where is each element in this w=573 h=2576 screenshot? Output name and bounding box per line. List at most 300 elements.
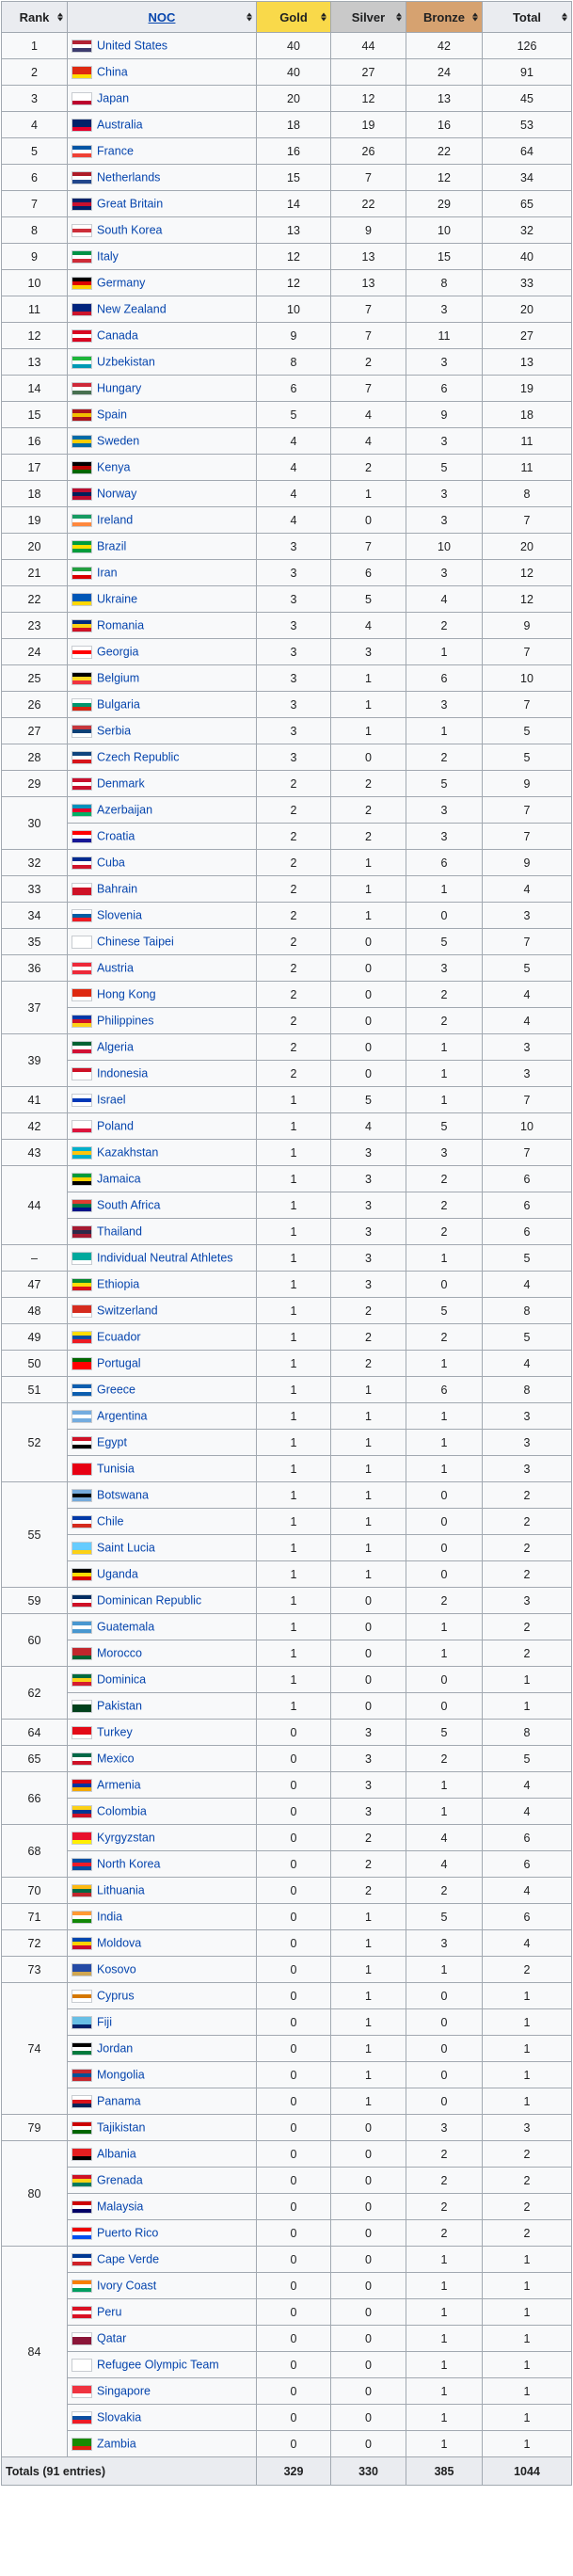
- silver-count-cell: 7: [331, 534, 406, 560]
- total-count-cell: 12: [483, 560, 572, 586]
- total-count-cell: 2: [483, 1509, 572, 1535]
- gold-count-cell: 2: [257, 1008, 331, 1034]
- country-link[interactable]: Fiji: [97, 2015, 112, 2029]
- total-count-cell: 6: [483, 1825, 572, 1851]
- country-link[interactable]: Philippines: [97, 1014, 154, 1028]
- country-link[interactable]: Bahrain: [97, 882, 138, 896]
- noc-cell: [68, 955, 257, 982]
- country-link[interactable]: Brazil: [97, 539, 127, 553]
- bronze-count-cell: 2: [406, 744, 483, 771]
- gold-column-header[interactable]: [257, 2, 331, 33]
- noc-cell: [68, 1930, 257, 1957]
- country-link[interactable]: Serbia: [97, 724, 132, 738]
- bronze-count-cell: 11: [406, 323, 483, 349]
- bronze-count-cell: 5: [406, 455, 483, 481]
- silver-count-cell: 0: [331, 1061, 406, 1087]
- bronze-count-cell: 1: [406, 1061, 483, 1087]
- gold-count-cell: 2: [257, 850, 331, 876]
- noc-cell: [68, 824, 257, 850]
- bronze-count-cell: 4: [406, 1851, 483, 1878]
- country-link[interactable]: Peru: [97, 2305, 122, 2319]
- country-link[interactable]: India: [97, 1910, 123, 1924]
- bronze-column-header[interactable]: [406, 2, 483, 33]
- sort-icon[interactable]: [562, 13, 567, 22]
- iran-flag-icon: [72, 567, 92, 580]
- country-link[interactable]: Slovakia: [97, 2410, 142, 2424]
- bronze-count-cell: 1: [406, 2273, 483, 2299]
- country-link[interactable]: Uganda: [97, 1567, 138, 1581]
- total-count-cell: 8: [483, 1377, 572, 1403]
- table-row: [2, 903, 572, 929]
- sort-icon[interactable]: [472, 13, 478, 22]
- total-count-cell: 5: [483, 1746, 572, 1772]
- silver-count-cell: 3: [331, 1799, 406, 1825]
- bronze-count-cell: 2: [406, 2220, 483, 2247]
- gold-count-cell: 0: [257, 1930, 331, 1957]
- bronze-count-cell: 6: [406, 376, 483, 402]
- country-link[interactable]: Dominican Republic: [97, 1593, 202, 1608]
- country-link[interactable]: Kyrgyzstan: [97, 1831, 155, 1845]
- rank-cell: 13: [2, 349, 68, 376]
- gold-count-cell: 0: [257, 2220, 331, 2247]
- gold-count-cell: 3: [257, 560, 331, 586]
- noc-cell: [68, 376, 257, 402]
- country-link[interactable]: Belgium: [97, 671, 140, 685]
- total-count-cell: 18: [483, 402, 572, 428]
- total-count-cell: 5: [483, 1245, 572, 1272]
- rank-cell: 5: [2, 138, 68, 165]
- total-count-cell: 1: [483, 2431, 572, 2457]
- gold-count-cell: 3: [257, 692, 331, 718]
- country-link[interactable]: Austria: [97, 961, 134, 975]
- silver-count-cell: 0: [331, 2299, 406, 2326]
- country-link[interactable]: Canada: [97, 328, 138, 343]
- country-link[interactable]: Romania: [97, 618, 145, 632]
- silver-count-cell: 2: [331, 1878, 406, 1904]
- country-link[interactable]: Zambia: [97, 2437, 136, 2451]
- dominican-republic-flag-icon: [72, 1594, 92, 1608]
- ain-flag-icon: [72, 1252, 92, 1265]
- ethiopia-flag-icon: [72, 1278, 92, 1291]
- country-link[interactable]: Argentina: [97, 1409, 148, 1423]
- silver-count-cell: 0: [331, 507, 406, 534]
- rank-cell: 73: [2, 1957, 68, 1983]
- silver-header-label: Silver: [351, 9, 386, 24]
- gold-count-cell: 3: [257, 665, 331, 692]
- bronze-count-cell: 0: [406, 1272, 483, 1298]
- rank-cell: 79: [2, 2115, 68, 2141]
- bronze-count-cell: 1: [406, 1430, 483, 1456]
- silver-column-header[interactable]: [331, 2, 406, 33]
- uzbekistan-flag-icon: [72, 356, 92, 369]
- france-flag-icon: [72, 145, 92, 158]
- medal-table: [1, 1, 572, 2486]
- table-row: [2, 86, 572, 112]
- country-link[interactable]: Italy: [97, 249, 119, 264]
- country-link[interactable]: Australia: [97, 118, 143, 132]
- silver-count-cell: 1: [331, 2088, 406, 2115]
- noc-cell: [68, 1140, 257, 1166]
- total-count-cell: 126: [483, 33, 572, 59]
- country-link[interactable]: Lithuania: [97, 1883, 145, 1897]
- silver-count-cell: 0: [331, 1614, 406, 1640]
- noc-cell: [68, 1351, 257, 1377]
- silver-count-cell: 0: [331, 982, 406, 1008]
- country-link[interactable]: Puerto Rico: [97, 2226, 159, 2240]
- country-link[interactable]: Indonesia: [97, 1066, 149, 1080]
- country-link[interactable]: Kosovo: [97, 1962, 136, 1976]
- total-count-cell: 10: [483, 665, 572, 692]
- country-link[interactable]: Hungary: [97, 381, 142, 395]
- table-row: [2, 1588, 572, 1614]
- rank-cell: 24: [2, 639, 68, 665]
- silver-count-cell: 0: [331, 2115, 406, 2141]
- country-link[interactable]: Germany: [97, 276, 146, 290]
- south-korea-flag-icon: [72, 224, 92, 237]
- table-row: [2, 1983, 572, 2009]
- table-row: [2, 270, 572, 296]
- table-row: [2, 639, 572, 665]
- country-link[interactable]: Jordan: [97, 2041, 134, 2056]
- fiji-flag-icon: [72, 2016, 92, 2029]
- romania-flag-icon: [72, 619, 92, 632]
- country-link[interactable]: Jamaica: [97, 1172, 141, 1186]
- austria-flag-icon: [72, 962, 92, 975]
- table-row: [2, 165, 572, 191]
- country-link[interactable]: Uzbekistan: [97, 355, 155, 369]
- bronze-count-cell: 0: [406, 2036, 483, 2062]
- noc-cell: [68, 1509, 257, 1535]
- total-count-cell: 7: [483, 824, 572, 850]
- country-link[interactable]: South Korea: [97, 223, 163, 237]
- sort-icon[interactable]: [321, 13, 326, 22]
- country-link[interactable]: Ivory Coast: [97, 2279, 157, 2293]
- country-link[interactable]: Denmark: [97, 776, 145, 791]
- table-row: [2, 2378, 572, 2405]
- country-link[interactable]: Norway: [97, 487, 137, 501]
- total-count-cell: 7: [483, 1140, 572, 1166]
- table-row: [2, 112, 572, 138]
- great-britain-flag-icon: [72, 198, 92, 211]
- country-link[interactable]: Cuba: [97, 856, 125, 870]
- country-link[interactable]: Morocco: [97, 1646, 142, 1660]
- country-link[interactable]: Saint Lucia: [97, 1541, 155, 1555]
- bronze-count-cell: 2: [406, 2141, 483, 2168]
- total-count-cell: 4: [483, 1008, 572, 1034]
- country-link[interactable]: Egypt: [97, 1435, 127, 1449]
- noc-cell: [68, 1851, 257, 1878]
- bronze-count-cell: 24: [406, 59, 483, 86]
- total-count-cell: 8: [483, 481, 572, 507]
- country-link[interactable]: Cyprus: [97, 1989, 135, 2003]
- silver-count-cell: 3: [331, 1140, 406, 1166]
- country-link[interactable]: Azerbaijan: [97, 803, 153, 817]
- silver-count-cell: 22: [331, 191, 406, 217]
- country-link[interactable]: Ethiopia: [97, 1277, 140, 1291]
- cyprus-flag-icon: [72, 1990, 92, 2003]
- country-link[interactable]: Switzerland: [97, 1304, 158, 1318]
- malaysia-flag-icon: [72, 2200, 92, 2214]
- silver-count-cell: 2: [331, 349, 406, 376]
- table-row: [2, 1430, 572, 1456]
- silver-count-cell: 1: [331, 718, 406, 744]
- gold-count-cell: 1: [257, 1614, 331, 1640]
- country-link[interactable]: Botswana: [97, 1488, 149, 1502]
- country-link[interactable]: Ecuador: [97, 1330, 141, 1344]
- total-count-cell: 11: [483, 455, 572, 481]
- noc-cell: [68, 797, 257, 824]
- total-count-cell: 33: [483, 270, 572, 296]
- country-link[interactable]: Israel: [97, 1093, 126, 1107]
- rank-cell: 48: [2, 1298, 68, 1324]
- gold-count-cell: 1: [257, 1219, 331, 1245]
- country-link[interactable]: South Africa: [97, 1198, 161, 1212]
- table-row: [2, 1456, 572, 1482]
- rank-cell: 19: [2, 507, 68, 534]
- country-link[interactable]: Pakistan: [97, 1699, 142, 1713]
- silver-count-cell: 0: [331, 2273, 406, 2299]
- table-row: [2, 59, 572, 86]
- panama-flag-icon: [72, 2095, 92, 2108]
- rank-cell: 62: [2, 1667, 68, 1720]
- silver-count-cell: 44: [331, 33, 406, 59]
- country-link[interactable]: Colombia: [97, 1804, 147, 1818]
- silver-count-cell: 2: [331, 1851, 406, 1878]
- noc-cell: [68, 1482, 257, 1509]
- bronze-count-cell: 2: [406, 1746, 483, 1772]
- country-link[interactable]: France: [97, 144, 134, 158]
- sort-icon[interactable]: [57, 13, 63, 22]
- noc-header-link[interactable]: NOC: [148, 9, 176, 24]
- country-link[interactable]: Albania: [97, 2147, 136, 2161]
- country-link[interactable]: Kenya: [97, 460, 131, 474]
- table-row: [2, 929, 572, 955]
- noc-cell: [68, 1034, 257, 1061]
- country-link[interactable]: Georgia: [97, 645, 139, 659]
- noc-cell: [68, 2247, 257, 2273]
- silver-count-cell: 1: [331, 1561, 406, 1588]
- table-row: [2, 1272, 572, 1298]
- rank-cell: 11: [2, 296, 68, 323]
- silver-count-cell: 13: [331, 244, 406, 270]
- bronze-count-cell: 10: [406, 217, 483, 244]
- bronze-count-cell: 2: [406, 1192, 483, 1219]
- country-link[interactable]: New Zealand: [97, 302, 167, 316]
- country-link[interactable]: Kazakhstan: [97, 1145, 159, 1160]
- bronze-count-cell: 1: [406, 1640, 483, 1667]
- country-link[interactable]: Hong Kong: [97, 987, 156, 1001]
- country-link[interactable]: Tunisia: [97, 1462, 135, 1476]
- canada-flag-icon: [72, 329, 92, 343]
- country-link[interactable]: Refugee Olympic Team: [97, 2358, 219, 2372]
- table-row: [2, 349, 572, 376]
- total-count-cell: 4: [483, 1799, 572, 1825]
- rank-cell: 29: [2, 771, 68, 797]
- us-flag-icon: [72, 40, 92, 53]
- gold-count-cell: 1: [257, 1430, 331, 1456]
- country-link[interactable]: Malaysia: [97, 2200, 144, 2214]
- gold-count-cell: 1: [257, 1298, 331, 1324]
- country-link[interactable]: Portugal: [97, 1356, 141, 1370]
- gold-count-cell: 0: [257, 1825, 331, 1851]
- kazakhstan-flag-icon: [72, 1146, 92, 1160]
- sweden-flag-icon: [72, 435, 92, 448]
- table-row: [2, 1535, 572, 1561]
- egypt-flag-icon: [72, 1436, 92, 1449]
- country-link[interactable]: Croatia: [97, 829, 135, 843]
- noc-column-header[interactable]: [68, 2, 257, 33]
- country-link[interactable]: China: [97, 65, 128, 79]
- poland-flag-icon: [72, 1120, 92, 1133]
- country-link[interactable]: Guatemala: [97, 1620, 155, 1634]
- gold-count-cell: 0: [257, 2326, 331, 2352]
- total-count-cell: 3: [483, 1061, 572, 1087]
- gold-header-label: Gold: [279, 9, 308, 24]
- total-count-cell: 40: [483, 244, 572, 270]
- total-count-cell: 4: [483, 876, 572, 903]
- country-link[interactable]: Cape Verde: [97, 2252, 160, 2266]
- noc-cell: [68, 33, 257, 59]
- silver-count-cell: 1: [331, 1377, 406, 1403]
- table-row: [2, 1825, 572, 1851]
- total-count-cell: 3: [483, 2115, 572, 2141]
- totals-silver: 330: [331, 2457, 406, 2486]
- bronze-count-cell: 9: [406, 402, 483, 428]
- country-link[interactable]: Singapore: [97, 2384, 151, 2398]
- mexico-flag-icon: [72, 1752, 92, 1766]
- country-link[interactable]: Czech Republic: [97, 750, 180, 764]
- rank-cell: 32: [2, 850, 68, 876]
- noc-cell: [68, 1640, 257, 1667]
- country-link[interactable]: Panama: [97, 2094, 141, 2108]
- country-link[interactable]: Dominica: [97, 1672, 147, 1687]
- bronze-count-cell: 2: [406, 613, 483, 639]
- country-link[interactable]: Tajikistan: [97, 2120, 146, 2135]
- table-row: [2, 1772, 572, 1799]
- bronze-count-cell: 1: [406, 1799, 483, 1825]
- portugal-flag-icon: [72, 1357, 92, 1370]
- country-link[interactable]: Poland: [97, 1119, 134, 1133]
- gold-count-cell: 0: [257, 1904, 331, 1930]
- gold-count-cell: 3: [257, 586, 331, 613]
- total-count-cell: 3: [483, 1430, 572, 1456]
- rank-cell: 26: [2, 692, 68, 718]
- country-link[interactable]: United States: [97, 39, 168, 53]
- total-count-cell: 5: [483, 955, 572, 982]
- country-link[interactable]: Moldova: [97, 1936, 142, 1950]
- gold-count-cell: 0: [257, 2036, 331, 2062]
- table-row: [2, 1351, 572, 1377]
- gold-count-cell: 0: [257, 2141, 331, 2168]
- country-link[interactable]: Algeria: [97, 1040, 134, 1054]
- noc-cell: [68, 244, 257, 270]
- ukraine-flag-icon: [72, 593, 92, 606]
- country-link[interactable]: North Korea: [97, 1857, 161, 1871]
- medal-table-body: [2, 33, 572, 2457]
- table-row: [2, 744, 572, 771]
- silver-count-cell: 3: [331, 1272, 406, 1298]
- sort-icon[interactable]: [396, 13, 402, 22]
- country-link[interactable]: Thailand: [97, 1224, 142, 1239]
- country-link[interactable]: Chinese Taipei: [97, 935, 174, 949]
- gold-count-cell: 4: [257, 455, 331, 481]
- rank-column-header[interactable]: [2, 2, 68, 33]
- country-link[interactable]: Grenada: [97, 2173, 143, 2187]
- country-link[interactable]: Greece: [97, 1383, 135, 1397]
- moldova-flag-icon: [72, 1937, 92, 1950]
- total-count-cell: 2: [483, 2168, 572, 2194]
- silver-count-cell: 1: [331, 1482, 406, 1509]
- azerbaijan-flag-icon: [72, 804, 92, 817]
- country-link[interactable]: Iran: [97, 566, 118, 580]
- gold-count-cell: 2: [257, 771, 331, 797]
- country-link[interactable]: Armenia: [97, 1778, 141, 1792]
- noc-cell: [68, 1377, 257, 1403]
- silver-count-cell: 2: [331, 1351, 406, 1377]
- sort-icon[interactable]: [247, 13, 252, 22]
- country-link[interactable]: Netherlands: [97, 170, 161, 184]
- country-link[interactable]: Qatar: [97, 2331, 127, 2345]
- bronze-count-cell: 10: [406, 534, 483, 560]
- rank-cell: 18: [2, 481, 68, 507]
- gold-count-cell: 9: [257, 323, 331, 349]
- gold-count-cell: 0: [257, 1772, 331, 1799]
- rank-cell: 66: [2, 1772, 68, 1825]
- country-link[interactable]: Mongolia: [97, 2068, 145, 2082]
- total-count-cell: 2: [483, 2194, 572, 2220]
- bronze-count-cell: 5: [406, 1298, 483, 1324]
- rank-cell: 55: [2, 1482, 68, 1588]
- silver-count-cell: 1: [331, 1983, 406, 2009]
- country-link[interactable]: Slovenia: [97, 908, 142, 922]
- country-link[interactable]: Great Britain: [97, 197, 164, 211]
- country-link[interactable]: Individual Neutral Athletes: [97, 1251, 233, 1265]
- total-count-cell: 2: [483, 1561, 572, 1588]
- total-count-cell: 5: [483, 718, 572, 744]
- rank-cell: 3: [2, 86, 68, 112]
- country-link[interactable]: Chile: [97, 1514, 124, 1528]
- bronze-count-cell: 6: [406, 665, 483, 692]
- bronze-count-cell: 1: [406, 2247, 483, 2273]
- silver-count-cell: 0: [331, 2247, 406, 2273]
- country-link[interactable]: Ireland: [97, 513, 134, 527]
- gold-count-cell: 4: [257, 481, 331, 507]
- noc-cell: [68, 428, 257, 455]
- country-link[interactable]: Ukraine: [97, 592, 138, 606]
- bahrain-flag-icon: [72, 883, 92, 896]
- gold-count-cell: 0: [257, 2088, 331, 2115]
- bronze-count-cell: 0: [406, 1535, 483, 1561]
- country-link[interactable]: Mexico: [97, 1752, 135, 1766]
- noc-cell: [68, 560, 257, 586]
- country-link[interactable]: Japan: [97, 91, 130, 105]
- total-column-header[interactable]: [483, 2, 572, 33]
- country-link[interactable]: Sweden: [97, 434, 140, 448]
- country-link[interactable]: Spain: [97, 408, 127, 422]
- rank-cell: 34: [2, 903, 68, 929]
- total-count-cell: 20: [483, 534, 572, 560]
- rank-cell: 15: [2, 402, 68, 428]
- total-count-cell: 1: [483, 2088, 572, 2115]
- table-row: [2, 2194, 572, 2220]
- noc-cell: [68, 507, 257, 534]
- bronze-count-cell: 5: [406, 1904, 483, 1930]
- country-link[interactable]: Turkey: [97, 1725, 133, 1739]
- country-link[interactable]: Bulgaria: [97, 697, 140, 712]
- total-count-cell: 1: [483, 2247, 572, 2273]
- bronze-count-cell: 2: [406, 1008, 483, 1034]
- noc-cell: [68, 665, 257, 692]
